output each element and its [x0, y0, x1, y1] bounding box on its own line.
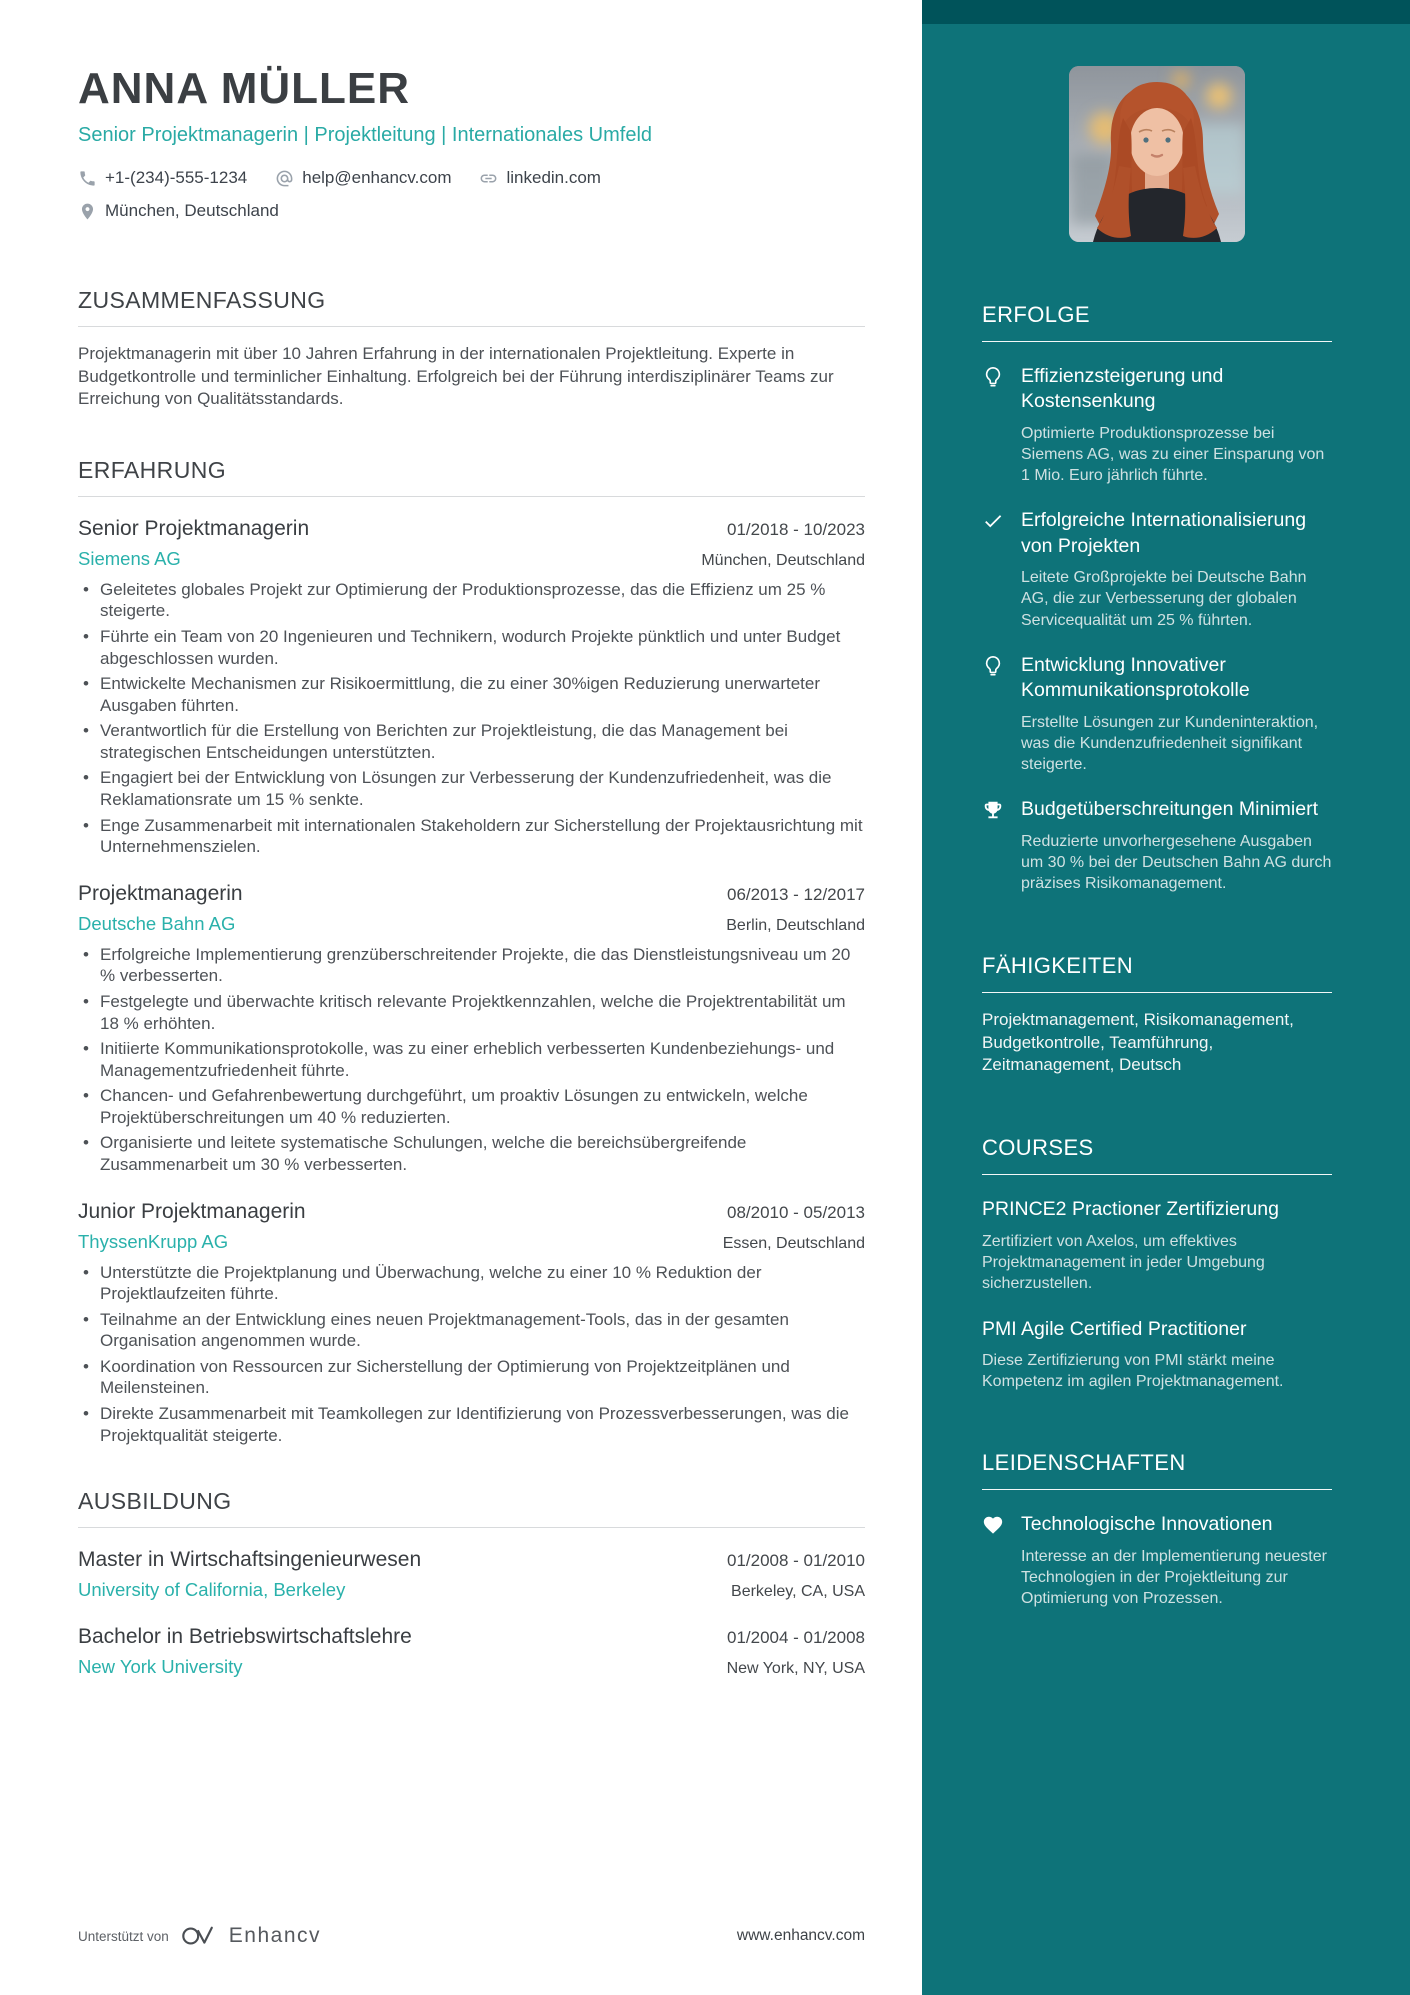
- company-name: Siemens AG: [78, 547, 181, 569]
- website-url: linkedin.com: [506, 168, 601, 187]
- job-location: Berlin, Deutschland: [726, 916, 865, 934]
- achievement-item: [982, 508, 1332, 630]
- location-item: [78, 201, 279, 221]
- achievement-item: [982, 797, 1332, 894]
- achievement-text: Reduzierte unvorhergesehene Ausgaben um 30 % bei der Deutschen Bahn AG durch präzises Risikomanagement.: [1021, 832, 1332, 893]
- skills-heading: FÄHIGKEITEN: [982, 953, 1332, 993]
- education-location: New York, NY, USA: [726, 1660, 865, 1678]
- trophy-icon: [982, 797, 1006, 894]
- profile-photo: [1069, 66, 1245, 242]
- course-item: [982, 1197, 1332, 1294]
- location-row: [78, 201, 865, 221]
- achievement-text: Erstellte Lösungen zur Kundeninteraktion, was die Kundenzufriedenheit signifikant steigerte.: [1021, 713, 1319, 774]
- phone-number: +1-(234)-555-1234: [105, 168, 248, 187]
- passion-item: [982, 1512, 1332, 1609]
- achievement-title: Erfolgreiche Internationalisierung von Projekten: [1021, 509, 1307, 557]
- page-footer: [78, 1923, 865, 1949]
- section-experience: [78, 457, 865, 1446]
- bullet: • Enge Zusammenarbeit mit internationalen Stakeholdern zur Sicherstellung der Projektausrichtung mit Unternehmenszielen.: [78, 815, 865, 858]
- sidebar: [922, 0, 1410, 1995]
- job-dates: 01/2018 - 10/2023: [726, 519, 865, 539]
- job-bullets: [78, 944, 865, 1176]
- headline: Senior Projektmanagerin | Projektleitung | Internationales Umfeld: [78, 124, 653, 146]
- achievement-title: Entwicklung Innovativer Kommunikationsprotokolle: [1021, 653, 1250, 702]
- achievement-text: Optimierte Produktionsprozesse bei Siemens AG, was zu einer Einsparung von 1 Mio. Euro jährlich führte.: [1021, 424, 1325, 485]
- bullet: • Entwickelte Mechanismen zur Risikoermittlung, die zu einer 30%igen Reduzierung unerwarteter Ausgaben führten.: [78, 673, 865, 716]
- bullet: • Verantwortlich für die Erstellung von Berichten zur Projektleistung, die das Management bei strategischen Entscheidungen unterstützten.: [78, 720, 865, 763]
- brand-name: Enhancv: [228, 1924, 322, 1947]
- job-bullets: [78, 1262, 865, 1447]
- resume-header: [78, 64, 865, 221]
- experience-entry: [78, 517, 865, 858]
- location-text: München, Deutschland: [105, 201, 279, 220]
- phone-icon: [78, 169, 97, 188]
- school-name: University of California, Berkeley: [78, 1579, 346, 1601]
- section-summary: [78, 287, 865, 411]
- experience-heading: ERFAHRUNG: [78, 457, 865, 497]
- degree-title: Master in Wirtschaftsingenieurwesen: [78, 1548, 422, 1572]
- bullet: • Initiierte Kommunikationsprotokolle, was zu einer erheblich verbesserten Kundenbeziehungs- und Managementzufriedenheit führte.: [78, 1038, 865, 1081]
- job-bullets: [78, 579, 865, 858]
- bullet: • Unterstützte die Projektplanung und Überwachung, welche zu einer 10 % Reduktion der Projektlaufzeiten führte.: [78, 1262, 865, 1305]
- job-title: Projektmanagerin: [78, 881, 243, 905]
- section-achievements: [982, 302, 1332, 895]
- heart-icon: [982, 1512, 1006, 1609]
- course-title: PMI Agile Certified Practitioner: [982, 1317, 1247, 1340]
- at-icon: [275, 169, 294, 188]
- link-icon: [479, 169, 498, 188]
- website-link[interactable]: [479, 168, 601, 188]
- passion-title: Technologische Innovationen: [1021, 1513, 1273, 1536]
- lightbulb-icon: [982, 364, 1006, 486]
- achievement-item: [982, 653, 1332, 775]
- section-education: [78, 1488, 865, 1678]
- education-entry: [78, 1548, 865, 1601]
- courses-heading: COURSES: [982, 1135, 1332, 1175]
- job-location: Essen, Deutschland: [722, 1234, 865, 1252]
- passions-heading: LEIDENSCHAFTEN: [982, 1450, 1332, 1490]
- bullet: • Direkte Zusammenarbeit mit Teamkollegen zur Identifizierung von Prozessverbesserungen, was die Projektqualität steigerte.: [78, 1403, 865, 1446]
- course-text: Diese Zertifizierung von PMI stärkt meine Kompetenz im agilen Projektmanagement.: [982, 1351, 1284, 1391]
- powered-by-label: Unterstützt von: [78, 1928, 169, 1944]
- course-title: PRINCE2 Practioner Zertifizierung: [982, 1198, 1279, 1221]
- location-pin-icon: [78, 202, 97, 221]
- sidebar-content: [922, 24, 1410, 1610]
- education-location: Berkeley, CA, USA: [731, 1583, 865, 1601]
- job-dates: 06/2013 - 12/2017: [726, 884, 865, 904]
- bullet: • Geleitetes globales Projekt zur Optimierung der Produktionsprozesse, das die Effizienz um 25 % steigerte.: [78, 579, 865, 622]
- achievement-item: [982, 364, 1332, 486]
- course-item: [982, 1317, 1332, 1393]
- education-entry: [78, 1625, 865, 1678]
- company-name: Deutsche Bahn AG: [78, 912, 236, 934]
- education-heading: AUSBILDUNG: [78, 1488, 865, 1528]
- section-courses: [982, 1135, 1332, 1392]
- check-icon: [982, 508, 1006, 630]
- email-address: help@enhancv.com: [302, 168, 452, 187]
- school-name: New York University: [78, 1656, 243, 1678]
- degree-title: Bachelor in Betriebswirtschaftslehre: [78, 1625, 412, 1649]
- powered-by: [78, 1923, 321, 1949]
- enhancv-logo-icon: [180, 1923, 218, 1949]
- bullet: • Engagiert bei der Entwicklung von Lösungen zur Verbesserung der Kundenzufriedenheit, was die Reklamationsrate um 15 % senkte.: [78, 767, 865, 810]
- email-link[interactable]: [275, 168, 451, 188]
- bullet: • Führte ein Team von 20 Ingenieuren und Technikern, wodurch Projekte pünktlich und unter Budget abgeschlossen wurden.: [78, 626, 865, 669]
- education-dates: 01/2008 - 01/2010: [726, 1551, 865, 1571]
- bullet: • Festgelegte und überwachte kritisch relevante Projektkennzahlen, welche die Projektrentabilität um 18 % erhöhten.: [78, 991, 865, 1034]
- course-text: Zertifiziert von Axelos, um effektives Projektmanagement in jeder Umgebung sicherzustellen.: [982, 1232, 1265, 1293]
- bullet: • Erfolgreiche Implementierung grenzüberschreitender Projekte, die das Dienstleistungsniveau um 20 % verbesserten.: [78, 944, 865, 987]
- section-skills: [982, 953, 1332, 1078]
- sidebar-top-strip: [922, 0, 1410, 24]
- job-dates: 08/2010 - 05/2013: [726, 1202, 865, 1222]
- section-passions: [982, 1450, 1332, 1609]
- achievement-text: Leitete Großprojekte bei Deutsche Bahn AG, die zur Verbesserung der globalen Servicequalität um 25 % führten.: [1021, 569, 1307, 629]
- skills-list: Projektmanagement, Risikomanagement, Budgetkontrolle, Teamführung, Zeitmanagement, Deutsch: [982, 1009, 1294, 1075]
- job-title: Senior Projektmanagerin: [78, 516, 310, 540]
- summary-heading: ZUSAMMENFASSUNG: [78, 287, 865, 327]
- experience-entry: [78, 882, 865, 1176]
- bullet: • Organisierte und leitete systematische Schulungen, welche die bereichsübergreifende Zusammenarbeit um 30 % verbesserten.: [78, 1132, 865, 1175]
- education-dates: 01/2004 - 01/2008: [726, 1628, 865, 1648]
- phone-link[interactable]: [78, 168, 247, 188]
- achievement-title: Effizienzsteigerung und Kostensenkung: [1021, 365, 1224, 413]
- achievement-title: Budgetüberschreitungen Minimiert: [1021, 798, 1318, 821]
- experience-entry: [78, 1200, 865, 1447]
- summary-text: Projektmanagerin mit über 10 Jahren Erfahrung in der internationalen Projektleitung. Experte in Budgetkontrolle und terminlicher Einhaltung. Erfolgreich bei der Führung interdisziplinärer Teams zur Erreichung von Qualitätsstandards.: [78, 344, 834, 409]
- passion-text: Interesse an der Implementierung neuester Technologien in der Projektleitung zur Optimierung von Prozessen.: [1021, 1547, 1327, 1608]
- job-title: Junior Projektmanagerin: [78, 1199, 306, 1223]
- bullet: • Teilnahme an der Entwicklung eines neuen Projektmanagement-Tools, das in der gesamten Organisation angenommen wurde.: [78, 1309, 865, 1352]
- job-location: München, Deutschland: [701, 551, 865, 569]
- lightbulb-icon: [982, 653, 1006, 775]
- bullet: • Koordination von Ressourcen zur Sicherstellung der Optimierung von Projektzeitplänen und Meilensteinen.: [78, 1356, 865, 1399]
- enhancv-url[interactable]: www.enhancv.com: [736, 1927, 865, 1944]
- contact-row: [78, 168, 865, 188]
- person-name: ANNA MÜLLER: [78, 64, 410, 113]
- bullet: • Chancen- und Gefahrenbewertung durchgeführt, um proaktiv Lösungen zu entwickeln, welche Projektüberschreitungen um 40 % reduzierten.: [78, 1085, 865, 1128]
- company-name: ThyssenKrupp AG: [78, 1230, 229, 1252]
- achievements-heading: ERFOLGE: [982, 302, 1332, 342]
